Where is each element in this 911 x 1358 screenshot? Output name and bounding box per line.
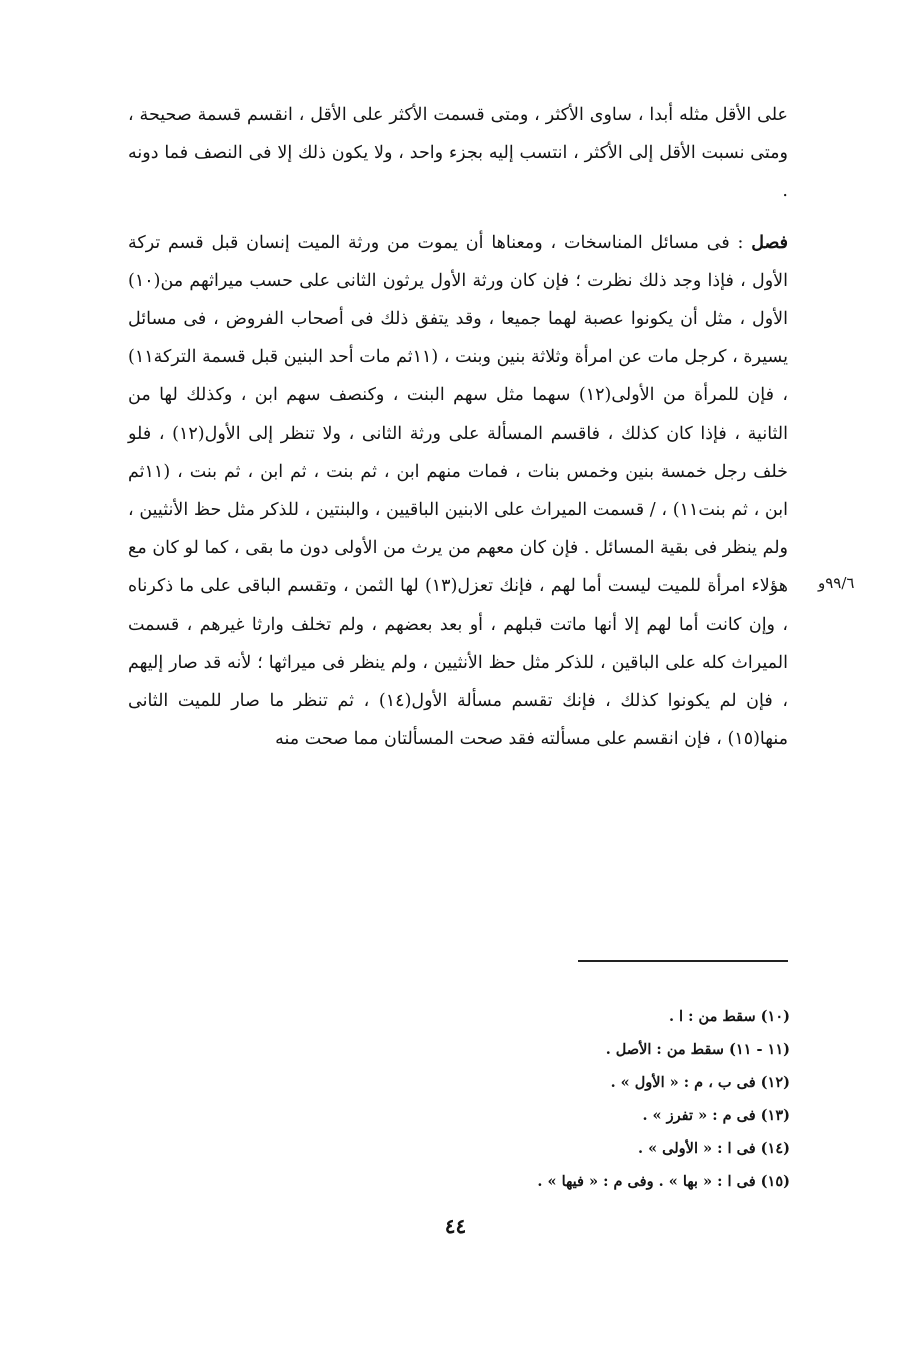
footnote: (١٢) فى ب ، م : « الأول » . (610, 1074, 790, 1091)
footnote: (١٤) فى ا : « الأولى » . (637, 1140, 790, 1157)
footnote: (١٠) سقط من : ا . (668, 1008, 790, 1025)
section-heading: فصل (751, 232, 788, 253)
main-text (128, 96, 788, 758)
footnote: (١٥) فى ا : « بها » . وفى م : « فيها » . (537, 1173, 790, 1190)
footnotes (420, 1000, 790, 1198)
footnote-divider (578, 960, 788, 962)
footnote: (١٣) فى م : « تفرز » . (642, 1107, 790, 1124)
paragraph-1: على الأقل مثله أبدا ، ساوى الأكثر ، ومتى قسمت الأكثر على الأقل ، انقسم قسمة صحيحة ، ومتى نسبت الأقل إلى الأكثر ، انتسب إليه بجزء واحد ، ولا يكون ذلك إلا فى النصف فما دونه . (128, 105, 788, 202)
paragraph-2 (128, 224, 788, 759)
page-number: ٤٤ (444, 1214, 467, 1238)
paragraph-2-text: : فى مسائل المناسخات ، ومعناها أن يموت من ورثة الميت إنسان قبل قسم تركة الأول ، فإذا وجد ذلك نظرت ؛ فإن كان ورثة الأول يرثون الثانى على حسب ميراثهم من(١٠) الأول ، مثل أن يكونوا عصبة لهما جميعا ، وقد يتفق ذلك فى أصحاب الفروض ، فى مسائل يسيرة ، كرجل مات عن امرأة وثلاثة بنين وبنت ، (١١ثم مات أحد البنين قبل قسمة التركة١١) ، فإن للمرأة من الأولى(١٢) سهما مثل سهم البنت ، وكنصف سهم ابن ، وكذلك لها من الثانية ، فإذا كان كذلك ، فاقسم المسألة على ورثة الثانى ، ولا تنظر إلى الأول(١٢) ، فلو خلف رجل خمسة بنين وخمس بنات ، فمات منهم ابن ، ثم بنت ، ثم ابن ، ثم بنت ، (١١ثم ابن ، ثم بنت١١) ، / قسمت الميراث على الابنين الباقيين ، والبنتين ، للذكر مثل حظ الأنثيين ، ولم ينظر فى بقية المسائل . فإن كان معهم من يرث من الأولى دون ما بقى ، كما لو كان مع هؤلاء امرأة للميت ليست أما لهم ، فإنك تعزل(١٣) لها الثمن ، وتقسم الباقى على ما ذكرناه ، وإن كانت أما لهم إلا أنها ماتت قبلهم ، أو بعد بعضهم ، ولم تخلف وارثا غيرهم ، قسمت الميراث كله على الباقين ، للذكر مثل حظ الأنثيين ، ولم ينظر فى ميراثها ؛ لأنه قد صار إليهم ، فإن لم يكونوا كذلك ، فإنك تقسم مسألة الأول(١٤) ، ثم تنظر ما صار للميت الثانى منها(١٥) ، فإن انقسم على مسألته فقد صحت المسألتان مما صحت منه (128, 232, 788, 750)
margin-folio-note: ٩٩/٦و (818, 574, 855, 592)
footnote: (١١ - ١١) سقط من : الأصل . (605, 1041, 790, 1058)
